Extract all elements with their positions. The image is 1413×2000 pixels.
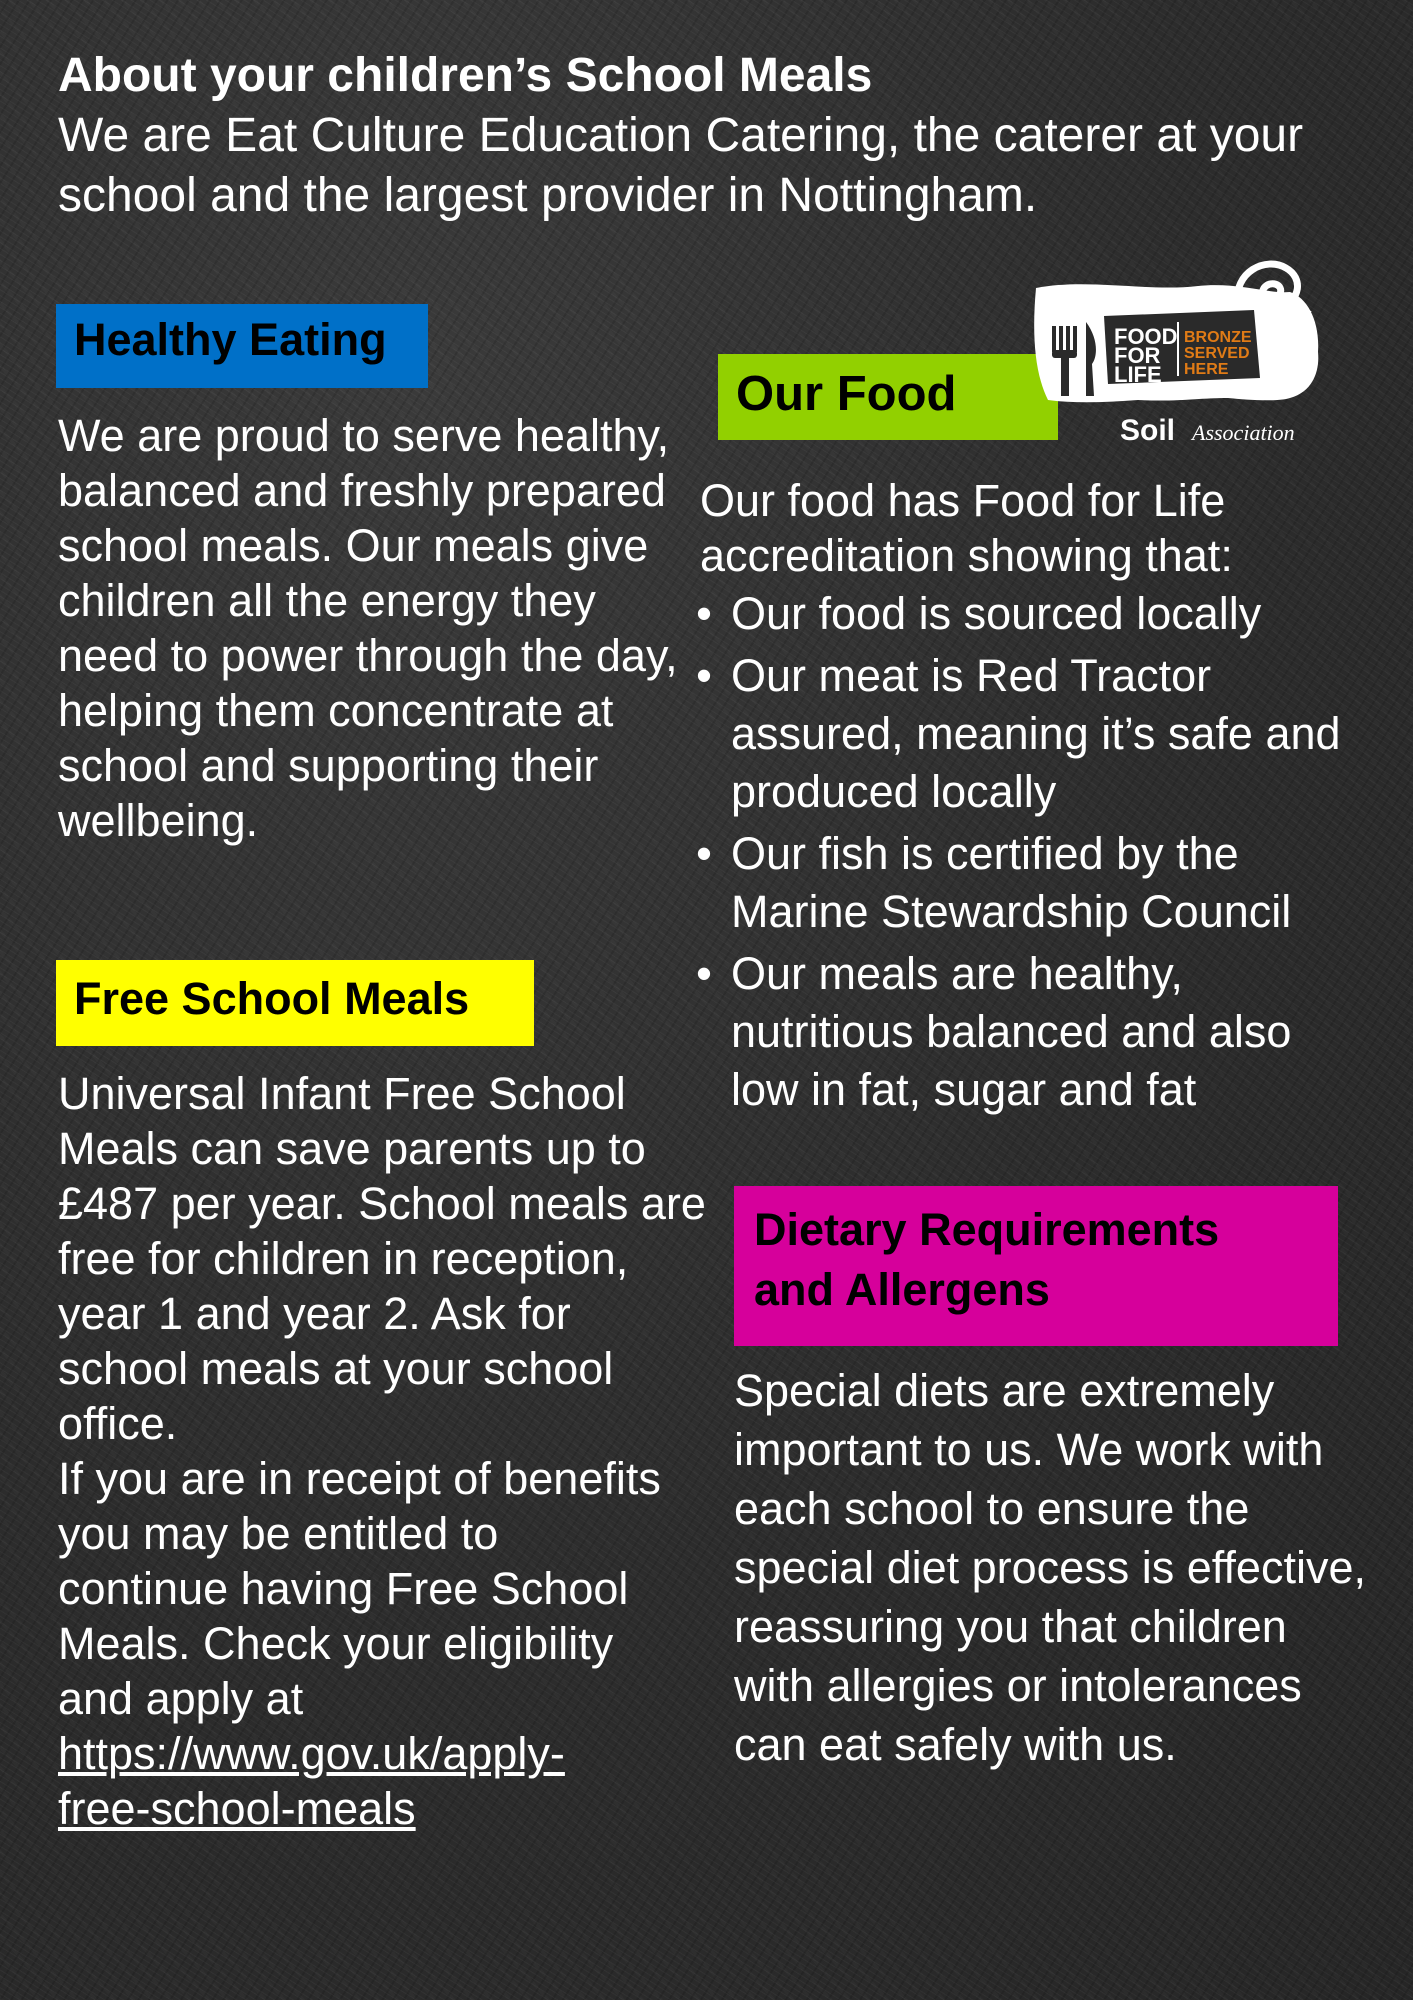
list-item: • Our meals are healthy, nutritious balanced and also low in fat, sugar and fat bbox=[694, 945, 1354, 1119]
list-item: • Our food is sourced locally bbox=[694, 585, 1354, 643]
page-title: About your children’s School Meals bbox=[58, 49, 873, 102]
bullet-icon: • bbox=[696, 650, 712, 701]
benefits-text: If you are in receipt of benefits you may be entitled to continue having Free School Meals. Check your eligibility and apply at bbox=[58, 1453, 661, 1724]
healthy-eating-heading: Healthy Eating bbox=[56, 304, 428, 388]
food-for-life-logo bbox=[1028, 252, 1328, 454]
list-item: • Our fish is certified by the Marine Stewardship Council bbox=[694, 825, 1354, 941]
dietary-heading-line-2: and Allergens bbox=[754, 1264, 1050, 1315]
dietary-text: Special diets are extremely important to us. We work with each school to ensure the special diet process is effective, reassuring you that children with allergies or intolerances can eat safely with us. bbox=[734, 1365, 1366, 1770]
apply-free-school-meals-link[interactable]: https://www.gov.uk/apply-free-school-meals bbox=[58, 1728, 565, 1834]
bullet-icon: • bbox=[696, 948, 712, 999]
dietary-heading-line-1: Dietary Requirements bbox=[754, 1204, 1220, 1255]
our-food-list bbox=[694, 585, 1354, 1123]
logo-here: HERE bbox=[1184, 361, 1229, 378]
free-school-meals-heading: Free School Meals bbox=[56, 960, 534, 1046]
logo-bronze: BRONZE bbox=[1184, 329, 1252, 346]
logo-for: FOR bbox=[1114, 343, 1161, 368]
apply-link-paragraph bbox=[58, 1726, 618, 1836]
logo-served: SERVED bbox=[1184, 345, 1250, 362]
intro-paragraph: We are Eat Culture Education Catering, the caterer at your school and the largest provider in Nottingham. bbox=[58, 109, 1304, 222]
logo-food: FOOD bbox=[1114, 324, 1178, 349]
list-item: • Our meat is Red Tractor assured, meaning it’s safe and produced locally bbox=[694, 647, 1354, 821]
bullet-icon: • bbox=[696, 588, 712, 639]
free-school-meals-text: Universal Infant Free School Meals can save parents up to £487 per year. School meals are free for children in reception, year 1 and year 2. Ask for school meals at your school office. bbox=[58, 1068, 706, 1449]
logo-soil: Soil bbox=[1120, 414, 1176, 447]
our-food-heading: Our Food bbox=[718, 354, 1058, 440]
healthy-eating-text: We are proud to serve healthy, balanced and freshly prepared school meals. Our meals give children all the energy they need to power through the day, helping them concentrate at school and supporting their wellbeing. bbox=[58, 410, 678, 846]
our-food-intro: Our food has Food for Life accreditation showing that: bbox=[700, 475, 1233, 581]
dietary-heading bbox=[734, 1186, 1338, 1346]
logo-association: Association bbox=[1192, 420, 1295, 445]
bullet-icon: • bbox=[696, 828, 712, 879]
logo-life: LIFE bbox=[1114, 362, 1162, 387]
